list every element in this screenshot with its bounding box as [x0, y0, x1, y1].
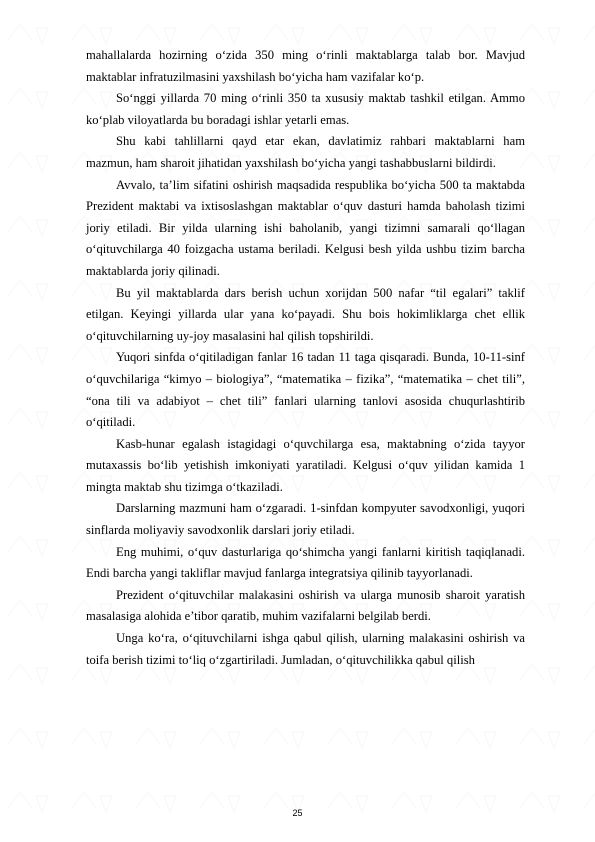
paragraph: Bu yil maktablarda dars berish uchun xorijdan 500 nafar “til egalari” taklif etilgan. Keyingi yillarda ular yana ko‘payadi. Shu bois hokimliklarga chet ellik o‘qituvchilarning uy-joy masalasini hal qilish topshirildi. [86, 285, 525, 343]
paragraph: Kasb-hunar egalash istagidagi o‘quvchilarga esa, maktabning o‘zida tayyor mutaxassis bo‘lib yetishish imkoniyati yaratiladi. Kelgusi o‘quv yilidan kamida 1 mingta maktab shu tizimga o‘tkaziladi. [86, 436, 525, 494]
paragraph: Yuqori sinfda o‘qitiladigan fanlar 16 tadan 11 taga qisqaradi. Bunda, 10-11-sinf o‘quvchilariga “kimyo – biologiya”, “matematika – fizika”, “matematika – chet tili”, “ona tili va adabiyot – chet tili” fanlari ularning tanlovi asosida chuqurlashtirib o‘qitiladi. [86, 350, 525, 430]
paragraph: Avvalo, ta’lim sifatini oshirish maqsadida respublika bo‘yicha 500 ta maktabda Prezident maktabi va ixtisoslashgan maktablar o‘quv dasturi hamda baholash tizimi joriy etiladi. Bir yilda ularning ishi baholanib, yangi tizimni samarali qo‘llagan o‘qituvchilarga 40 foizgacha ustama beriladi. Kelgusi besh yilda ushbu tizim barcha maktablarda joriy qilinadi. [86, 177, 525, 278]
paragraph: Prezident o‘qituvchilar malakasini oshirish va ularga munosib sharoit yaratish masalasiga alohida e’tibor qaratib, muhim vazifalarni belgilab berdi. [86, 587, 525, 624]
paragraph: Shu kabi tahlillarni qayd etar ekan, davlatimiz rahbari maktablarni ham mazmun, ham sharoit jihatidan yaxshilash bo‘yicha yangi tashabbuslarni bildirdi. [86, 134, 525, 170]
paragraph: Eng muhimi, o‘quv dasturlariga qo‘shimcha yangi fanlarni kiritish taqiqlanadi. Endi barcha yangi takliflar mavjud fanlarga integratsiya qilinib tayyorlanadi. [86, 544, 525, 581]
paragraph: Unga ko‘ra, o‘qituvchilarni ishga qabul qilish, ularning malakasini oshirish va toifa berish tizimi to‘liq o‘zgartiriladi. Jumladan, o‘qituvchilikka qabul qilish [86, 631, 525, 667]
paragraph: mahallalarda hozirning o‘zida 350 ming o‘rinli maktablarga talab bor. Mavjud maktablar infratuzilmasini yaxshilash bo‘yicha ham vazifalar ko‘p. [86, 48, 525, 84]
document-body [86, 45, 525, 671]
paragraph: Darslarning mazmuni ham o‘zgaradi. 1-sinfdan kompyuter savodxonligi, yuqori sinflarda moliyaviy savodxonlik darslari joriy etiladi. [86, 501, 525, 538]
paragraph: So‘nggi yillarda 70 ming o‘rinli 350 ta xususiy maktab tashkil etilgan. Ammo ko‘plab viloyatlarda bu boradagi ishlar yetarli emas. [86, 91, 525, 127]
page-number: 25 [292, 808, 303, 818]
